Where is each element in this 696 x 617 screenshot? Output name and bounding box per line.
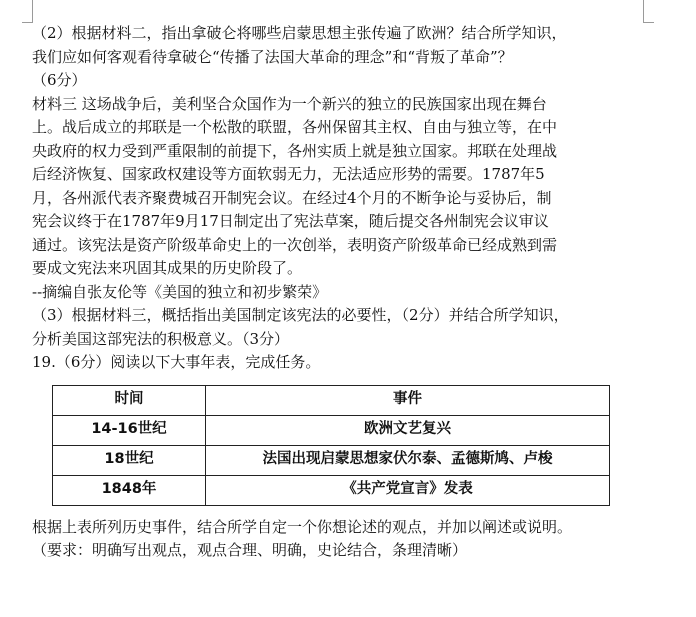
document-page (32, 22, 652, 563)
question-3-line: 分析美国这部宪法的积极意义。（3分） (32, 329, 290, 348)
material-3-line: 通过。该宪法是资产阶级革命史上的一次创举，表明资产阶级革命已经成熟到需 (32, 235, 558, 254)
question-3 (32, 304, 652, 351)
page-corner-mark-right (643, 0, 654, 23)
cell-event: 《共产党宣言》发表 (206, 475, 610, 505)
cell-time: 1848年 (53, 475, 206, 505)
question-19-task: 根据上表所列历史事件，结合所学自定一个你想论述的观点，并加以阐述或说明。 (32, 517, 573, 536)
question-19-requirement: （要求：明确写出观点，观点合理、明确，史论结合，条理清晰） (32, 541, 468, 559)
cell-event: 法国出现启蒙思想家伏尔泰、孟德斯鸠、卢梭 (206, 445, 610, 475)
table-row (53, 415, 610, 445)
cell-event: 欧洲文艺复兴 (206, 415, 610, 445)
question-3-line: （3）根据材料三，概括指出美国制定该宪法的必要性，（2分）并结合所学知识， (32, 306, 569, 324)
table-row (53, 445, 610, 475)
material-3-line: 央政府的权力受到严重限制的前提下，各州实质上就是独立国家。邦联在处理战 (32, 141, 558, 160)
timeline-table (52, 385, 610, 506)
question-2 (32, 22, 652, 93)
question-19-title: 19.（6分）阅读以下大事年表，完成任务。 (32, 353, 321, 371)
material-3 (32, 93, 652, 305)
header-event: 事件 (206, 385, 610, 415)
header-time: 时间 (53, 385, 206, 415)
material-3-line: 月，各州派代表齐聚费城召开制宪会议。在经过4个月的不断争论与妥协后，制 (32, 188, 552, 207)
material-3-line: 要成文宪法来巩固其成果的历史阶段了。 (32, 259, 303, 277)
material-3-source: --摘编自张友伦等《美国的独立和初步繁荣》 (32, 282, 328, 301)
material-3-line: 后经济恢复、国家政权建设等方面软弱无力，无法适应形势的需要。1787年5 (32, 165, 545, 183)
table-header-row (53, 385, 610, 415)
question-19 (32, 351, 652, 563)
page-corner-mark-left (22, 0, 33, 23)
material-3-line: 材料三 这场战争后，美利坚合众国作为一个新兴的独立的民族国家出现在舞台 (32, 94, 547, 113)
table-row (53, 475, 610, 505)
material-3-line: 宪会议终于在1787年9月17日制定出了宪法草案，随后提交各州制宪会议审议 (32, 212, 549, 230)
cell-time: 18世纪 (53, 445, 206, 475)
material-3-line: 上。战后成立的邦联是一个松散的联盟，各州保留其主权、自由与独立等，在中 (32, 118, 558, 136)
question-2-line: （2）根据材料二，指出拿破仑将哪些启蒙思想主张传遍了欧洲？结合所学知识， (32, 24, 567, 42)
question-2-line: 我们应如何客观看待拿破仑“传播了法国大革命的理念”和“背叛了革命”？ (32, 47, 513, 66)
question-2-line: （6分） (32, 71, 87, 89)
cell-time: 14-16世纪 (53, 415, 206, 445)
